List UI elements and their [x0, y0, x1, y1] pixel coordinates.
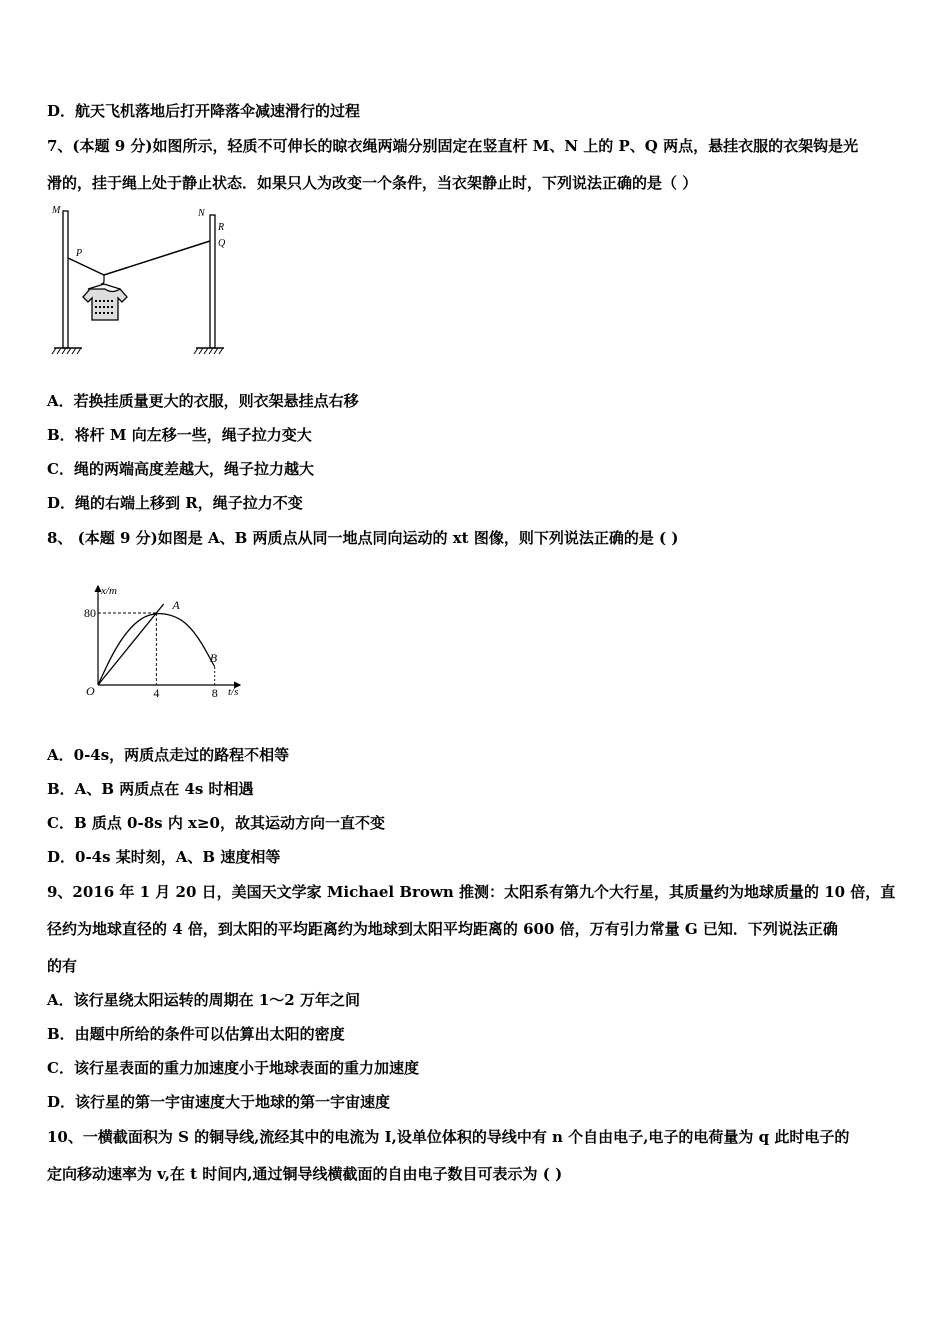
q7-option-a: A．若换挂质量更大的衣服，则衣架悬挂点右移	[47, 392, 359, 410]
q8-option-b: B．A、B 两质点在 4s 时相遇	[47, 780, 254, 798]
y-axis-label: x/m	[101, 585, 117, 597]
q9-stem-line2: 径约为地球直径的 4 倍，到太阳的平均距离约为地球到太阳平均距离的 600 倍，万有引力常量 G 已知．下列说法正确	[47, 920, 838, 938]
q8-stem: 8、 (本题 9 分)如图是 A、B 两质点从同一地点同向运动的 xt 图像，则下列说法正确的是 ( )	[47, 529, 679, 547]
q9-option-a: A．该行星绕太阳运转的周期在 1～2 万年之间	[47, 991, 360, 1009]
q7-option-d: D．绳的右端上移到 R，绳子拉力不变	[47, 494, 303, 512]
q7-stem-line1: 7、(本题 9 分)如图所示，轻质不可伸长的晾衣绳两端分别固定在竖直杆 M、N 上的 P、Q 两点，悬挂衣服的衣架钩是光	[47, 137, 859, 155]
q10-stem-line2: 定向移动速率为 v,在 t 时间内,通过铜导线横截面的自由电子数目可表示为 ( )	[47, 1165, 563, 1183]
rope	[68, 241, 210, 275]
y-tick-label: 80	[84, 606, 96, 620]
q8-option-c: C．B 质点 0-8s 内 x≥0，故其运动方向一直不变	[47, 814, 385, 832]
x-tick-label: 8	[211, 686, 218, 700]
q7-stem-line2: 滑的，挂于绳上处于静止状态．如果只人为改变一个条件，当衣架静止时，下列说法正确的是（ ）	[47, 174, 698, 192]
series-label-a: A	[172, 598, 180, 612]
x-axis-label: t/s	[228, 686, 239, 698]
q6-option-d: D．航天飞机落地后打开降落伞减速滑行的过程	[47, 102, 361, 120]
q9-option-c: C．该行星表面的重力加速度小于地球表面的重力加速度	[47, 1059, 419, 1077]
pole-m	[63, 211, 68, 348]
q9-option-b: B．由题中所给的条件可以估算出太阳的密度	[47, 1025, 345, 1043]
shirt-icon	[83, 289, 127, 320]
label-p: P	[76, 248, 83, 259]
origin-label: O	[86, 684, 95, 698]
label-r: R	[218, 222, 225, 233]
clothesline-figure	[48, 203, 238, 363]
q10-stem-line1: 10、一横截面积为 S 的铜导线,流经其中的电流为 I,设单位体积的导线中有 n 个自由电子,电子的电荷量为 q 此时电子的	[47, 1128, 850, 1146]
pole-n	[210, 215, 215, 348]
xt-chart	[70, 582, 260, 702]
q8-option-d: D．0-4s 某时刻，A、B 速度相等	[47, 848, 281, 866]
label-n: N	[198, 208, 205, 219]
q7-option-c: C．绳的两端高度差越大，绳子拉力越大	[47, 460, 314, 478]
q9-option-d: D．该行星的第一宇宙速度大于地球的第一宇宙速度	[47, 1093, 391, 1111]
q7-option-b: B．将杆 M 向左移一些，绳子拉力变大	[47, 426, 312, 444]
q9-stem-line3: 的有	[47, 957, 78, 975]
label-m: M	[52, 205, 61, 216]
q9-stem-line1: 9、2016 年 1 月 20 日，美国天文学家 Michael Brown 推测：太阳系有第九个大行星，其质量约为地球质量的 10 倍，直	[47, 883, 896, 901]
series-label-b: B	[209, 651, 218, 665]
series-a-line	[98, 604, 164, 685]
label-q: Q	[218, 238, 226, 249]
x-tick-label: 4	[153, 686, 160, 700]
q8-option-a: A．0-4s，两质点走过的路程不相等	[47, 746, 290, 764]
